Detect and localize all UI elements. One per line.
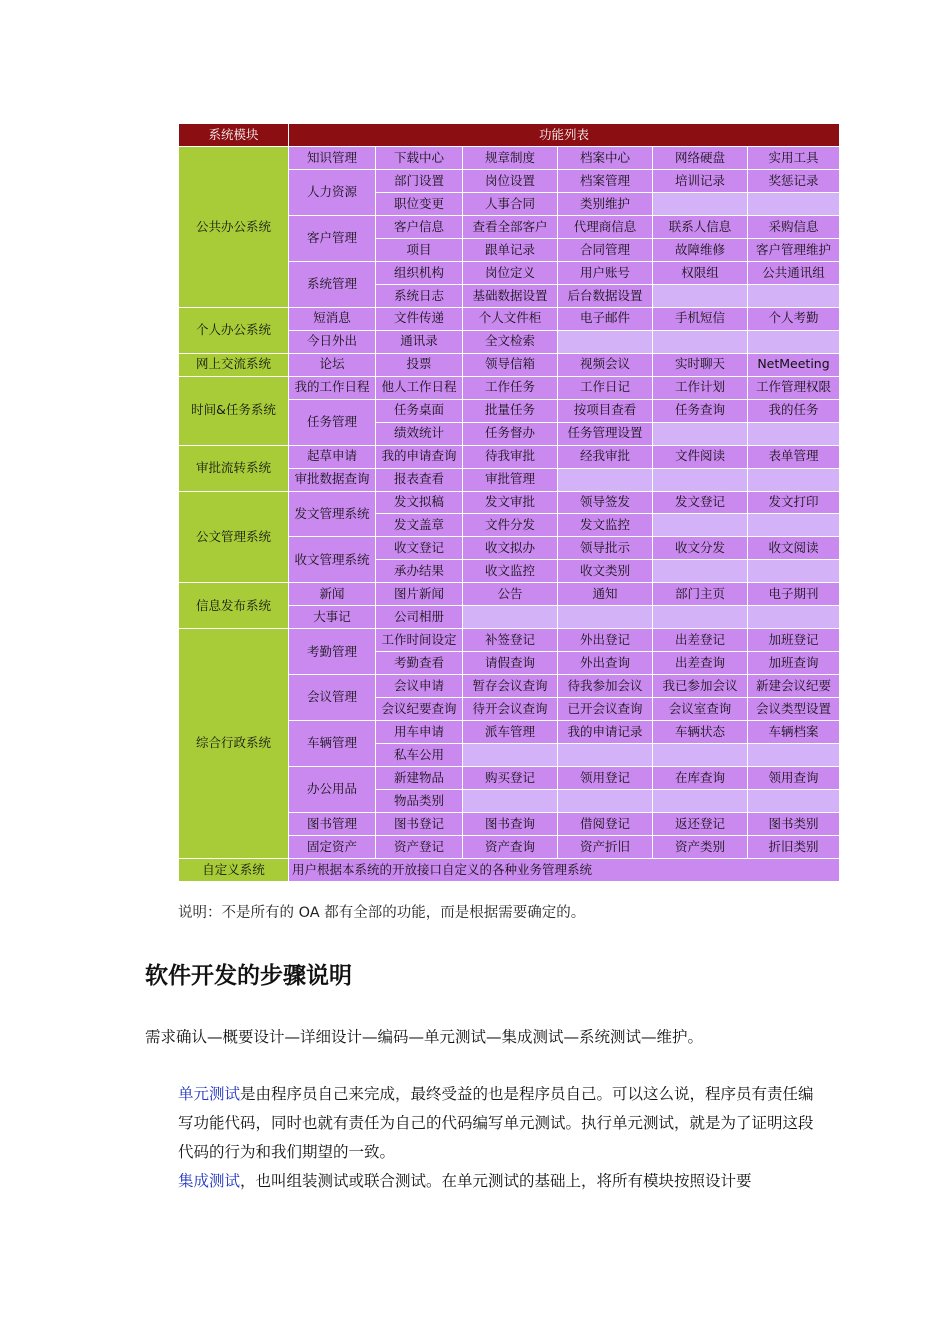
table-row	[179, 353, 840, 376]
empty-cell	[558, 606, 653, 629]
function-cell: 职位变更	[376, 192, 463, 215]
function-cell: 基础数据设置	[463, 284, 558, 307]
subsystem-cell: 会议管理	[289, 675, 376, 721]
function-cell: 后台数据设置	[558, 284, 653, 307]
function-cell: 档案管理	[558, 169, 653, 192]
empty-cell	[463, 744, 558, 767]
function-cell: 电子期刊	[748, 583, 840, 606]
function-cell: 用户账号	[558, 261, 653, 284]
function-cell: 收文分发	[653, 537, 748, 560]
subsystem-cell: 知识管理	[289, 146, 376, 169]
subsystem-cell: 收文管理系统	[289, 537, 376, 583]
function-cell: 收文登记	[376, 537, 463, 560]
function-cell: 出差查询	[653, 652, 748, 675]
function-cell: 工作任务	[463, 376, 558, 399]
function-cell: 规章制度	[463, 146, 558, 169]
empty-cell	[558, 790, 653, 813]
subsystem-cell: 固定资产	[289, 836, 376, 859]
empty-cell	[558, 330, 653, 353]
function-cell: 任务督办	[463, 422, 558, 445]
function-cell: 审批数据查询	[289, 468, 376, 491]
custom-system-description: 用户根据本系统的开放接口自定义的各种业务管理系统	[289, 859, 840, 882]
unit-test-link[interactable]: 单元测试	[178, 1085, 241, 1103]
function-cell: 任务桌面	[376, 399, 463, 422]
function-cell: 会议申请	[376, 675, 463, 698]
empty-cell	[653, 744, 748, 767]
empty-cell	[463, 790, 558, 813]
function-cell: 人事合同	[463, 192, 558, 215]
header-module: 系统模块	[179, 124, 289, 147]
empty-cell	[748, 192, 840, 215]
function-cell: 公共通讯组	[748, 261, 840, 284]
function-cell: 会议室查询	[653, 698, 748, 721]
table-row	[179, 859, 840, 882]
function-cell: 报表查看	[376, 468, 463, 491]
function-cell: 任务管理设置	[558, 422, 653, 445]
function-cell: 批量任务	[463, 399, 558, 422]
empty-cell	[653, 560, 748, 583]
function-cell: 采购信息	[748, 215, 840, 238]
function-cell: 私车公用	[376, 744, 463, 767]
function-cell: 联系人信息	[653, 215, 748, 238]
function-cell: 工作时间设定	[376, 629, 463, 652]
oa-function-table	[178, 123, 840, 882]
function-cell: 收文拟办	[463, 537, 558, 560]
note-text: 说明：不是所有的 OA 都有全部的功能，而是根据需要确定的。	[178, 905, 586, 921]
unit-test-paragraph	[145, 1080, 820, 1167]
function-cell: 已开会议查询	[558, 698, 653, 721]
function-cell: 发文登记	[653, 491, 748, 514]
empty-cell	[748, 422, 840, 445]
system-module-cell: 时间&任务系统	[179, 376, 289, 445]
function-cell: 借阅登记	[558, 813, 653, 836]
function-cell: 表单管理	[748, 445, 840, 468]
function-cell: 部门主页	[653, 583, 748, 606]
subsystem-cell: 考勤管理	[289, 629, 376, 675]
function-cell: 电子邮件	[558, 307, 653, 330]
function-cell: 通讯录	[376, 330, 463, 353]
function-cell: 大事记	[289, 606, 376, 629]
function-cell: 领导签发	[558, 491, 653, 514]
function-cell: 投票	[376, 353, 463, 376]
function-cell: 文件阅读	[653, 445, 748, 468]
system-module-cell: 综合行政系统	[179, 629, 289, 859]
function-cell: 发文打印	[748, 491, 840, 514]
empty-cell	[653, 790, 748, 813]
empty-cell	[653, 422, 748, 445]
function-cell: 物品类别	[376, 790, 463, 813]
empty-cell	[748, 560, 840, 583]
function-cell: 今日外出	[289, 330, 376, 353]
empty-cell	[748, 606, 840, 629]
function-cell: 文件分发	[463, 514, 558, 537]
function-cell: 绩效统计	[376, 422, 463, 445]
function-cell: 代理商信息	[558, 215, 653, 238]
function-cell: 故障维修	[653, 238, 748, 261]
empty-cell	[748, 790, 840, 813]
function-cell: 车辆状态	[653, 721, 748, 744]
subsystem-cell: 图书管理	[289, 813, 376, 836]
table-row	[179, 629, 840, 652]
function-cell: 短消息	[289, 307, 376, 330]
table-row	[179, 376, 840, 399]
function-cell: 跟单记录	[463, 238, 558, 261]
function-cell: 下载中心	[376, 146, 463, 169]
function-cell: 岗位设置	[463, 169, 558, 192]
empty-cell	[558, 468, 653, 491]
subsystem-cell: 系统管理	[289, 261, 376, 307]
unit-test-text: 是由程序员自己来完成，最终受益的也是程序员自己。可以这么说，程序员有责任编写功能代码，同时也就有责任为自己的代码编写单元测试。执行单元测试，就是为了证明这段代码的行为和我们期望的一致。	[178, 1085, 814, 1161]
empty-cell	[653, 284, 748, 307]
function-cell: 加班查询	[748, 652, 840, 675]
function-cell: 待我参加会议	[558, 675, 653, 698]
function-cell: 全文检索	[463, 330, 558, 353]
system-module-cell: 公文管理系统	[179, 491, 289, 583]
function-cell: 客户管理维护	[748, 238, 840, 261]
function-cell: 发文审批	[463, 491, 558, 514]
function-cell: 我的申请查询	[376, 445, 463, 468]
subsystem-cell: 人力资源	[289, 169, 376, 215]
subsystem-cell: 任务管理	[289, 399, 376, 445]
oa-table-body	[179, 124, 840, 882]
function-cell: 岗位定义	[463, 261, 558, 284]
function-cell: 承办结果	[376, 560, 463, 583]
function-cell: 发文监控	[558, 514, 653, 537]
subsystem-cell: 办公用品	[289, 767, 376, 813]
function-cell: 补签登记	[463, 629, 558, 652]
function-cell: 公告	[463, 583, 558, 606]
function-cell: 他人工作日程	[376, 376, 463, 399]
empty-cell	[653, 468, 748, 491]
function-cell: 收文阅读	[748, 537, 840, 560]
function-cell: 类别维护	[558, 192, 653, 215]
function-cell: 暂存会议查询	[463, 675, 558, 698]
function-cell: 任务查询	[653, 399, 748, 422]
steps-paragraph	[145, 1023, 820, 1052]
empty-cell	[653, 192, 748, 215]
function-cell: 起草申请	[289, 445, 376, 468]
function-cell: 收文类别	[558, 560, 653, 583]
function-cell: 外出登记	[558, 629, 653, 652]
function-cell: 工作管理权限	[748, 376, 840, 399]
function-cell: 发文盖章	[376, 514, 463, 537]
function-cell: 待开会议查询	[463, 698, 558, 721]
function-cell: 文件传递	[376, 307, 463, 330]
system-module-cell: 个人办公系统	[179, 307, 289, 353]
header-functions: 功能列表	[289, 124, 840, 147]
function-cell: 出差登记	[653, 629, 748, 652]
function-cell: 实用工具	[748, 146, 840, 169]
function-cell: 我的申请记录	[558, 721, 653, 744]
function-cell: 审批管理	[463, 468, 558, 491]
empty-cell	[748, 330, 840, 353]
function-cell: 领导批示	[558, 537, 653, 560]
function-cell: 新建物品	[376, 767, 463, 790]
steps-text: 需求确认—概要设计—详细设计—编码—单元测试—集成测试—系统测试—维护。	[145, 1028, 704, 1046]
function-cell: 公司相册	[376, 606, 463, 629]
function-cell: 考勤查看	[376, 652, 463, 675]
function-cell: 新建会议纪要	[748, 675, 840, 698]
function-cell: 会议类型设置	[748, 698, 840, 721]
function-cell: 网络硬盘	[653, 146, 748, 169]
function-cell: 返还登记	[653, 813, 748, 836]
system-module-cell: 信息发布系统	[179, 583, 289, 629]
function-cell: 工作计划	[653, 376, 748, 399]
function-cell: 资产类别	[653, 836, 748, 859]
empty-cell	[748, 514, 840, 537]
function-cell: 奖惩记录	[748, 169, 840, 192]
function-cell: 合同管理	[558, 238, 653, 261]
body-paragraphs	[145, 1080, 820, 1196]
function-cell: 在库查询	[653, 767, 748, 790]
subsystem-cell: 发文管理系统	[289, 491, 376, 537]
function-cell: 加班登记	[748, 629, 840, 652]
empty-cell	[748, 284, 840, 307]
empty-cell	[748, 468, 840, 491]
table-row	[179, 583, 840, 606]
section-heading: 软件开发的步骤说明	[145, 963, 352, 989]
function-cell: 系统日志	[376, 284, 463, 307]
function-cell: 通知	[558, 583, 653, 606]
function-cell: 我已参加会议	[653, 675, 748, 698]
function-cell: 用车申请	[376, 721, 463, 744]
function-cell: 派车管理	[463, 721, 558, 744]
function-cell: 领导信箱	[463, 353, 558, 376]
empty-cell	[558, 744, 653, 767]
function-cell: 领用查询	[748, 767, 840, 790]
function-cell: 图片新闻	[376, 583, 463, 606]
function-cell: 收文监控	[463, 560, 558, 583]
function-cell: 购买登记	[463, 767, 558, 790]
function-cell: 新闻	[289, 583, 376, 606]
function-cell: 资产查询	[463, 836, 558, 859]
function-cell: 培训记录	[653, 169, 748, 192]
function-cell: 组织机构	[376, 261, 463, 284]
function-cell: 权限组	[653, 261, 748, 284]
function-cell: 项目	[376, 238, 463, 261]
function-cell: 经我审批	[558, 445, 653, 468]
subsystem-cell: 客户管理	[289, 215, 376, 261]
function-cell: 个人文件柜	[463, 307, 558, 330]
empty-cell	[748, 744, 840, 767]
function-cell: 实时聊天	[653, 353, 748, 376]
table-row	[179, 307, 840, 330]
function-cell: 资产登记	[376, 836, 463, 859]
function-cell: 发文拟稿	[376, 491, 463, 514]
function-cell: 折旧类别	[748, 836, 840, 859]
function-cell: 视频会议	[558, 353, 653, 376]
function-cell: 查看全部客户	[463, 215, 558, 238]
function-cell: 领用登记	[558, 767, 653, 790]
system-module-cell: 网上交流系统	[179, 353, 289, 376]
function-cell: 车辆档案	[748, 721, 840, 744]
table-row	[179, 146, 840, 169]
function-cell: 工作日记	[558, 376, 653, 399]
empty-cell	[653, 606, 748, 629]
function-cell: 外出查询	[558, 652, 653, 675]
function-cell: 部门设置	[376, 169, 463, 192]
integration-test-paragraph	[145, 1167, 820, 1196]
function-cell: NetMeeting	[748, 353, 840, 376]
function-cell: 待我审批	[463, 445, 558, 468]
empty-cell	[653, 330, 748, 353]
system-module-cell: 自定义系统	[179, 859, 289, 882]
function-cell: 图书查询	[463, 813, 558, 836]
function-cell: 论坛	[289, 353, 376, 376]
function-cell: 按项目查看	[558, 399, 653, 422]
function-cell: 个人考勤	[748, 307, 840, 330]
function-cell: 资产折旧	[558, 836, 653, 859]
function-cell: 手机短信	[653, 307, 748, 330]
function-cell: 会议纪要查询	[376, 698, 463, 721]
function-cell: 我的工作日程	[289, 376, 376, 399]
empty-cell	[463, 606, 558, 629]
function-cell: 档案中心	[558, 146, 653, 169]
function-cell: 图书类别	[748, 813, 840, 836]
function-cell: 图书登记	[376, 813, 463, 836]
integration-test-link[interactable]: 集成测试	[178, 1172, 241, 1190]
integration-test-text: ，也叫组装测试或联合测试。在单元测试的基础上，将所有模块按照设计要	[240, 1172, 752, 1190]
table-row	[179, 491, 840, 514]
empty-cell	[653, 514, 748, 537]
table-header-row	[179, 124, 840, 147]
table-row	[179, 445, 840, 468]
subsystem-cell: 车辆管理	[289, 721, 376, 767]
system-module-cell: 公共办公系统	[179, 146, 289, 307]
function-cell: 我的任务	[748, 399, 840, 422]
function-cell: 客户信息	[376, 215, 463, 238]
system-module-cell: 审批流转系统	[179, 445, 289, 491]
function-cell: 请假查询	[463, 652, 558, 675]
